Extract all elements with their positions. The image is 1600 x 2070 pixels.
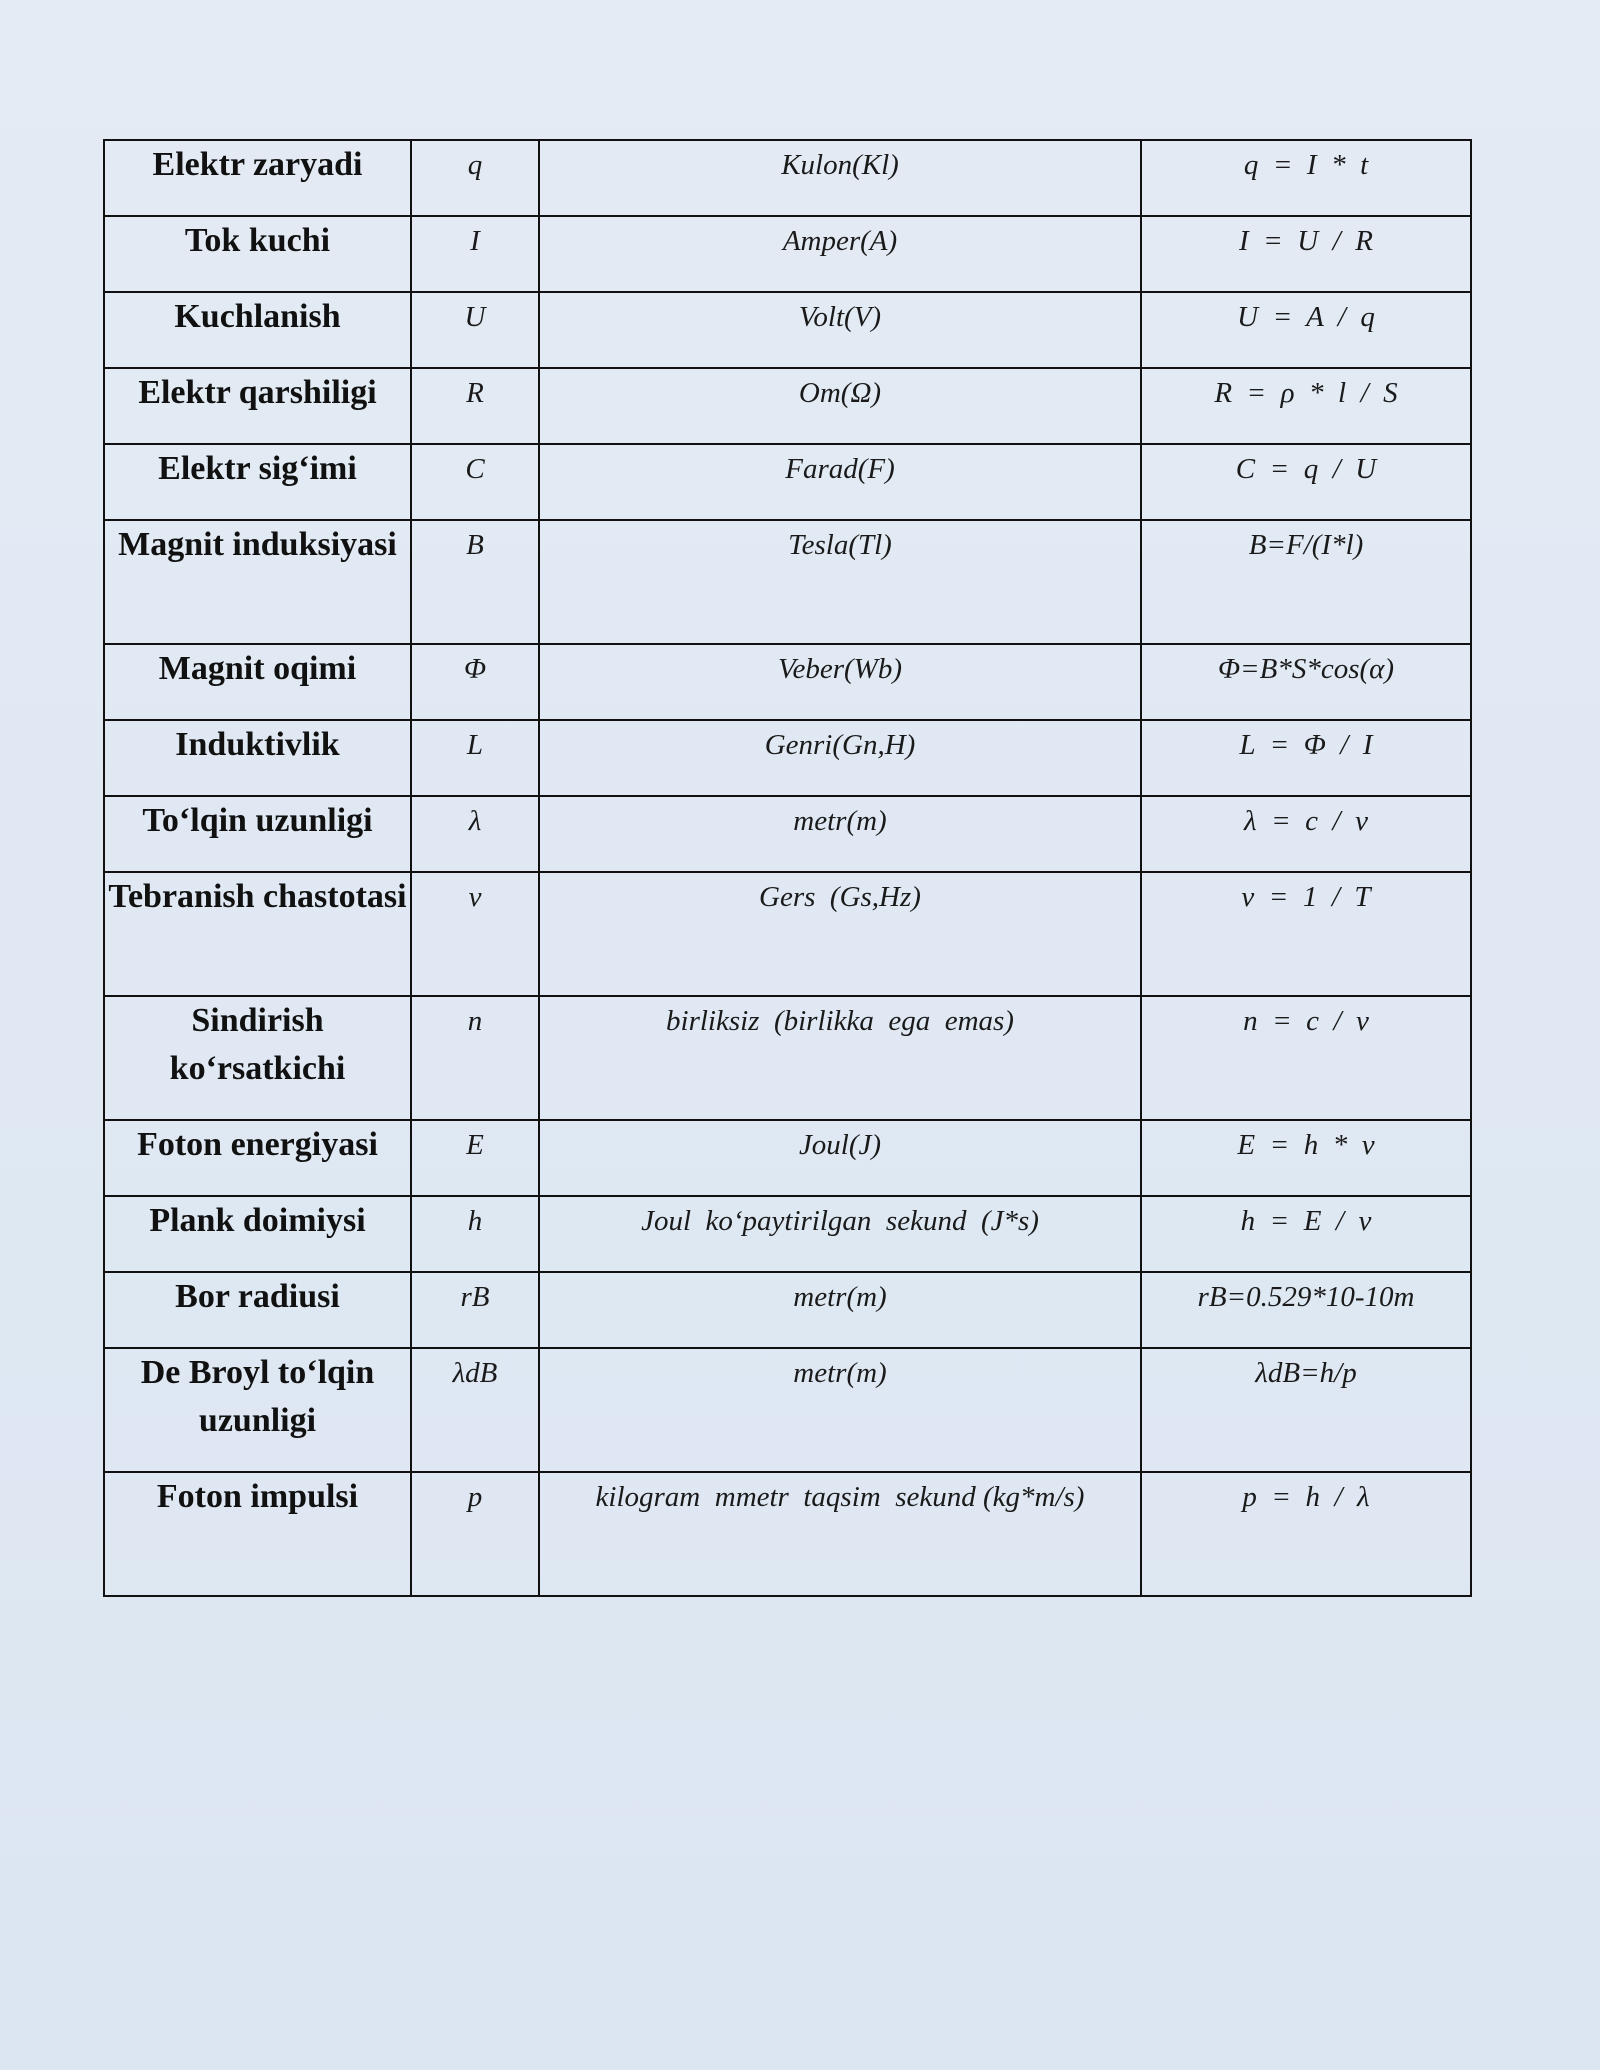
- quantity-symbol: rB: [411, 1272, 539, 1348]
- quantity-name: Induktivlik: [104, 720, 411, 796]
- quantity-unit: Tesla(Tl): [539, 520, 1141, 644]
- quantity-symbol: Φ: [411, 644, 539, 720]
- table-row: [104, 872, 1471, 996]
- table-row: [104, 644, 1471, 720]
- table-row: [104, 1272, 1471, 1348]
- quantity-symbol: R: [411, 368, 539, 444]
- quantity-symbol: E: [411, 1120, 539, 1196]
- quantity-unit: kilogram mmetr taqsim sekund (kg*m/s): [539, 1472, 1141, 1596]
- quantity-formula: n = c / v: [1141, 996, 1471, 1120]
- quantity-formula: L = Φ / I: [1141, 720, 1471, 796]
- quantity-name: Sindirish ko‘rsatkichi: [104, 996, 411, 1120]
- quantity-unit: metr(m): [539, 1272, 1141, 1348]
- table-row: [104, 292, 1471, 368]
- quantity-unit: Volt(V): [539, 292, 1141, 368]
- quantity-name: Elektr sig‘imi: [104, 444, 411, 520]
- quantity-unit: Joul ko‘paytirilgan sekund (J*s): [539, 1196, 1141, 1272]
- quantity-formula: h = E / v: [1141, 1196, 1471, 1272]
- quantity-symbol: C: [411, 444, 539, 520]
- quantity-formula: q = I * t: [1141, 140, 1471, 216]
- table-row: [104, 368, 1471, 444]
- quantity-formula: E = h * v: [1141, 1120, 1471, 1196]
- table-row: [104, 216, 1471, 292]
- quantity-unit: Genri(Gn,H): [539, 720, 1141, 796]
- quantity-name: Tebranish chastotasi: [104, 872, 411, 996]
- quantity-unit: Gers (Gs,Hz): [539, 872, 1141, 996]
- table-row: [104, 1472, 1471, 1596]
- quantity-symbol: λ: [411, 796, 539, 872]
- table-row: [104, 1196, 1471, 1272]
- quantity-name: Foton energiyasi: [104, 1120, 411, 1196]
- quantity-symbol: λdB: [411, 1348, 539, 1472]
- table-row: [104, 720, 1471, 796]
- quantity-unit: Amper(A): [539, 216, 1141, 292]
- table-row: [104, 520, 1471, 644]
- quantity-formula: C = q / U: [1141, 444, 1471, 520]
- quantity-formula: R = ρ * l / S: [1141, 368, 1471, 444]
- quantity-unit: metr(m): [539, 1348, 1141, 1472]
- quantity-name: Foton impulsi: [104, 1472, 411, 1596]
- table-row: [104, 1348, 1471, 1472]
- quantity-name: Elektr zaryadi: [104, 140, 411, 216]
- quantity-symbol: n: [411, 996, 539, 1120]
- quantity-name: Magnit induksiyasi: [104, 520, 411, 644]
- quantity-formula: λdB=h/p: [1141, 1348, 1471, 1472]
- quantity-formula: rB=0.529*10-10m: [1141, 1272, 1471, 1348]
- quantity-name: Bor radiusi: [104, 1272, 411, 1348]
- quantity-symbol: q: [411, 140, 539, 216]
- quantity-symbol: B: [411, 520, 539, 644]
- physics-quantities-table: [103, 139, 1472, 1597]
- quantity-unit: Kulon(Kl): [539, 140, 1141, 216]
- quantity-symbol: p: [411, 1472, 539, 1596]
- quantity-unit: birliksiz (birlikka ega emas): [539, 996, 1141, 1120]
- quantity-formula: U = A / q: [1141, 292, 1471, 368]
- quantity-name: Magnit oqimi: [104, 644, 411, 720]
- quantity-unit: metr(m): [539, 796, 1141, 872]
- quantity-formula: Φ=B*S*cos(α): [1141, 644, 1471, 720]
- quantity-name: Plank doimiysi: [104, 1196, 411, 1272]
- quantity-unit: Om(Ω): [539, 368, 1141, 444]
- quantity-name: To‘lqin uzunligi: [104, 796, 411, 872]
- quantity-name: De Broyl to‘lqin uzunligi: [104, 1348, 411, 1472]
- table-row: [104, 796, 1471, 872]
- quantity-formula: p = h / λ: [1141, 1472, 1471, 1596]
- quantity-formula: λ = c / v: [1141, 796, 1471, 872]
- quantity-name: Elektr qarshiligi: [104, 368, 411, 444]
- quantity-formula: v = 1 / T: [1141, 872, 1471, 996]
- quantity-name: Tok kuchi: [104, 216, 411, 292]
- table-row: [104, 140, 1471, 216]
- quantity-symbol: U: [411, 292, 539, 368]
- quantity-unit: Veber(Wb): [539, 644, 1141, 720]
- table-row: [104, 996, 1471, 1120]
- quantity-unit: Joul(J): [539, 1120, 1141, 1196]
- quantity-unit: Farad(F): [539, 444, 1141, 520]
- table-row: [104, 444, 1471, 520]
- quantity-formula: I = U / R: [1141, 216, 1471, 292]
- quantity-name: Kuchlanish: [104, 292, 411, 368]
- quantity-symbol: I: [411, 216, 539, 292]
- quantity-symbol: v: [411, 872, 539, 996]
- quantity-symbol: h: [411, 1196, 539, 1272]
- table-row: [104, 1120, 1471, 1196]
- quantity-formula: B=F/(I*l): [1141, 520, 1471, 644]
- quantity-symbol: L: [411, 720, 539, 796]
